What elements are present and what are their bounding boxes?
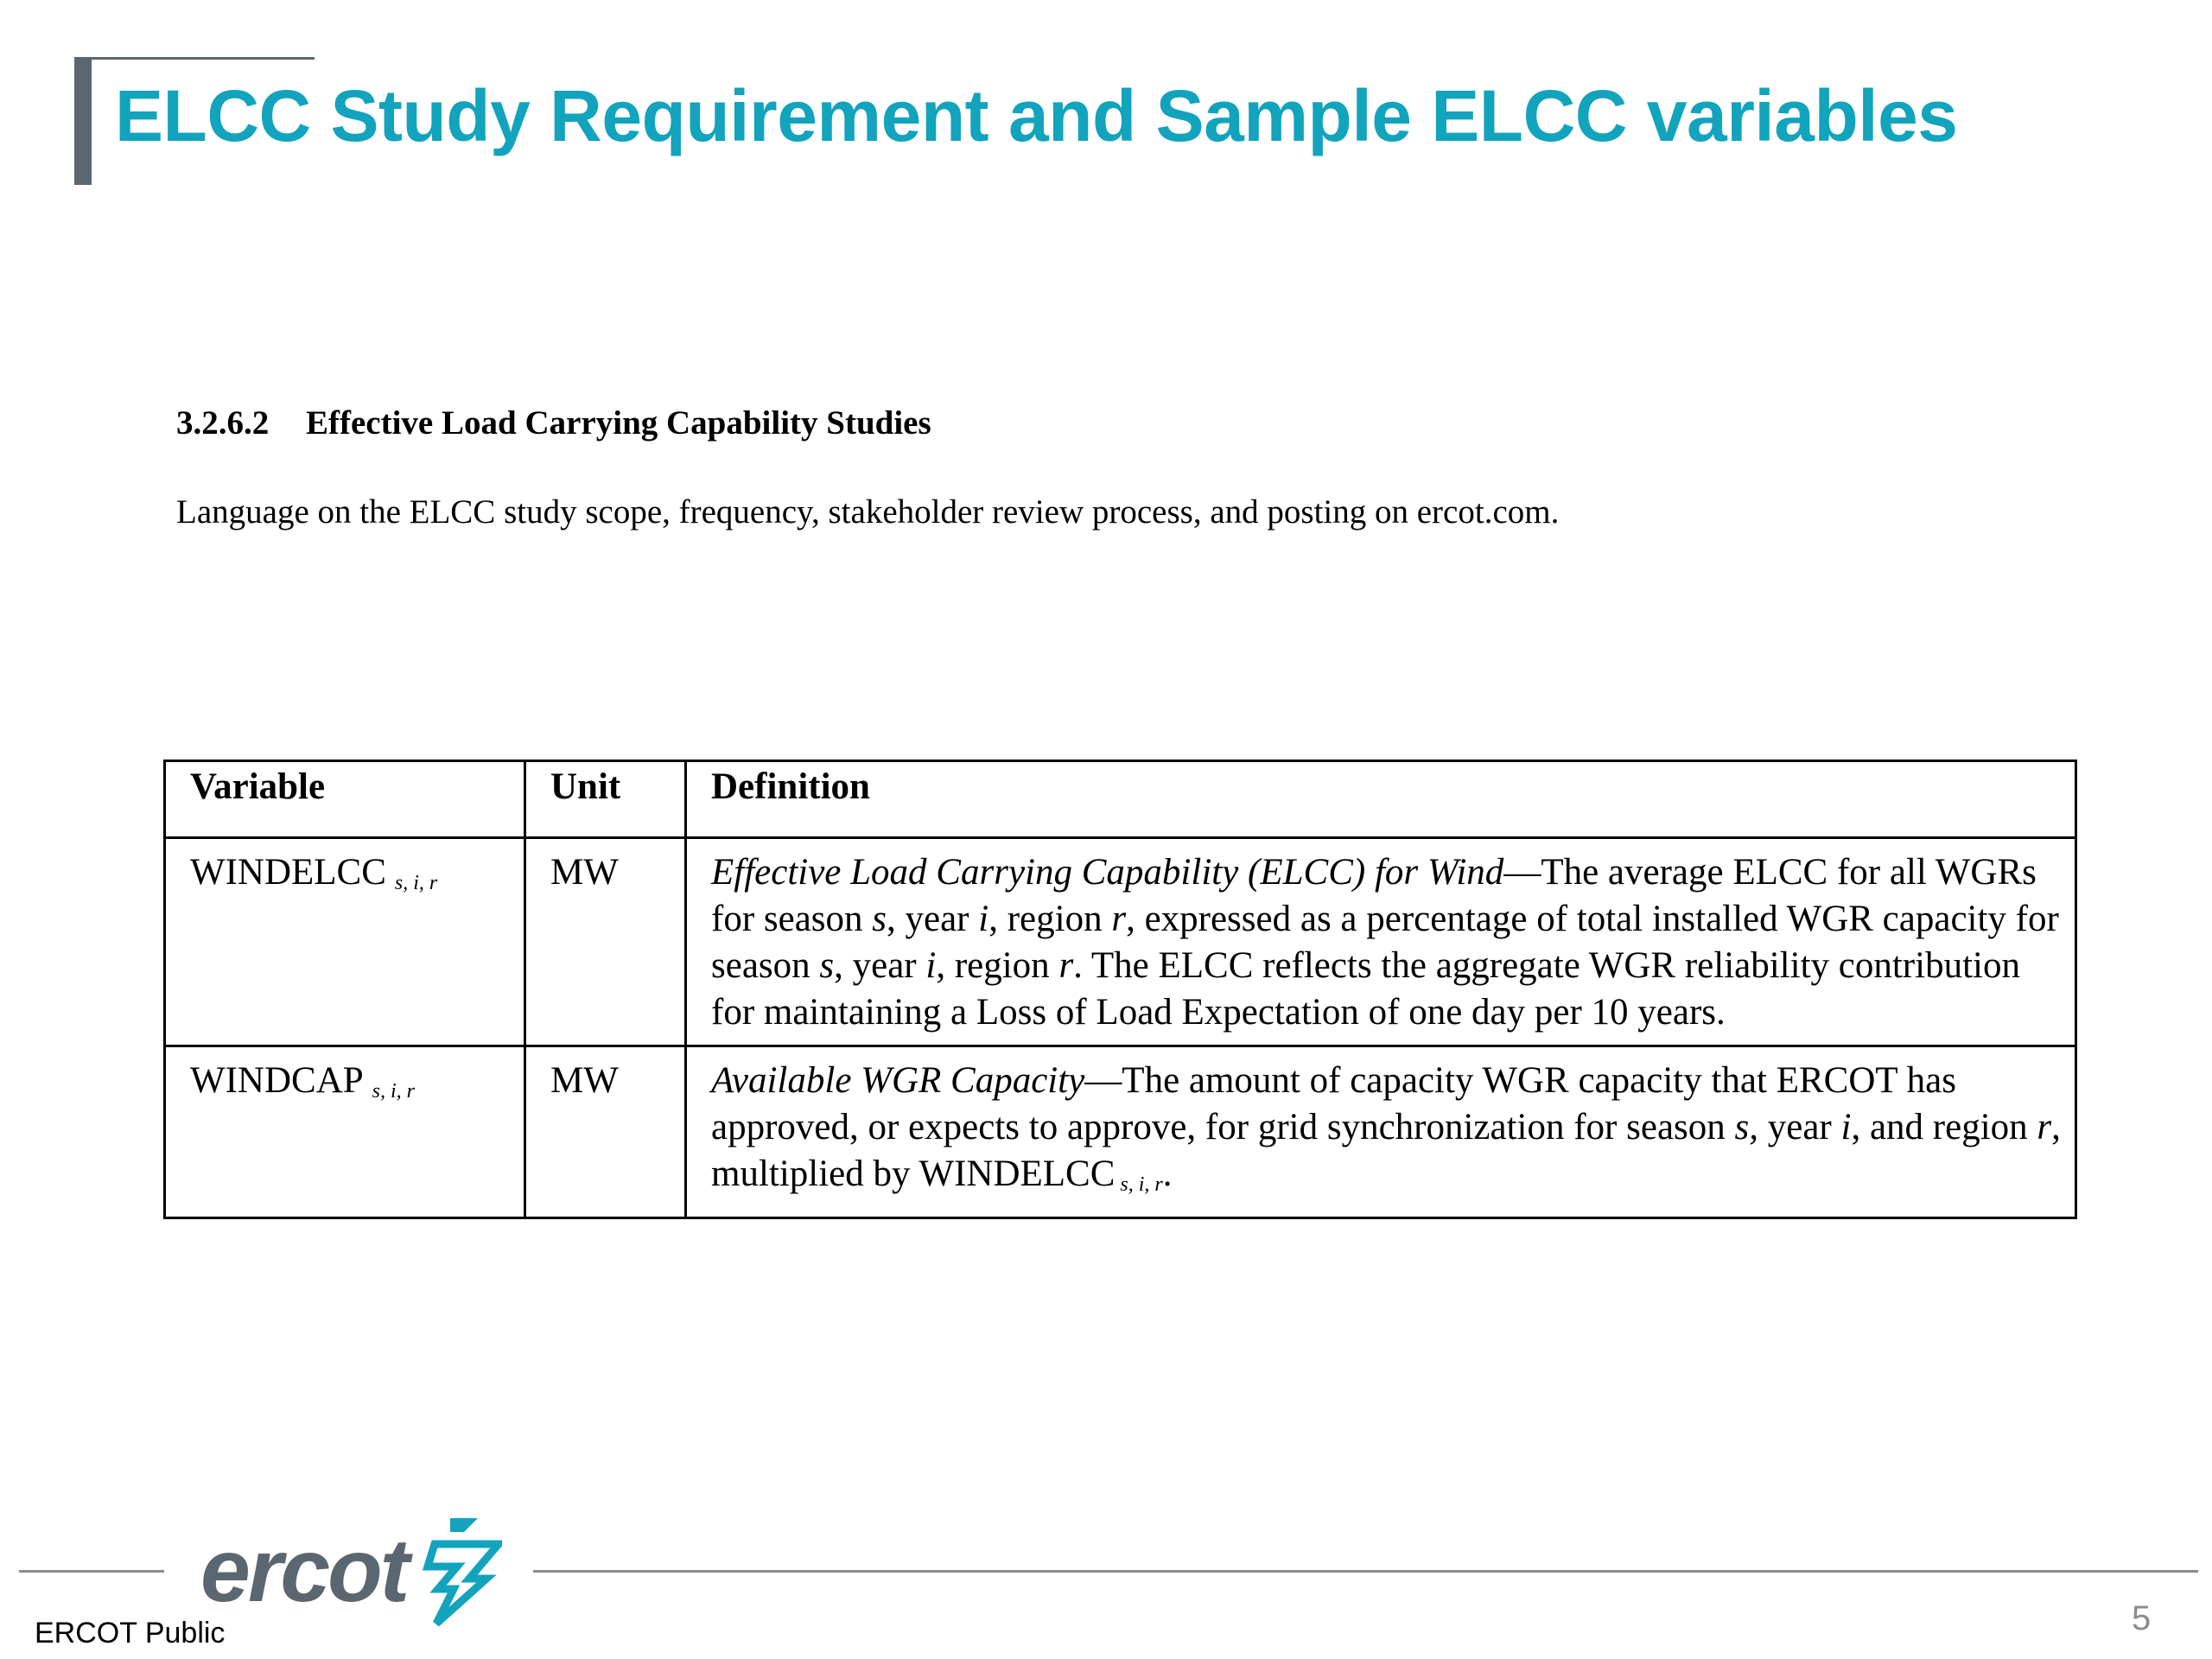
lightning-bolt-icon [416, 1515, 502, 1627]
unit-cell: MW [525, 1046, 686, 1218]
definition-var: r [1058, 945, 1074, 986]
page-number: 5 [2132, 1599, 2152, 1637]
header-variable: Variable [165, 761, 525, 838]
header-unit: Unit [525, 761, 686, 838]
definition-subscript: s, i, r [1120, 1173, 1163, 1196]
variable-subscript: s, i, r [394, 872, 438, 894]
definition-text: —The amount of capacity WGR capacity that ERCOT has approved, or expects to approve, for grid synchronization for season [711, 1060, 1956, 1147]
definition-text: , region [988, 899, 1112, 939]
variable-name: WINDELCC [190, 852, 386, 893]
variables-table [163, 760, 2077, 1219]
table-row [165, 838, 2076, 1046]
logo-wordmark: ercot [200, 1521, 408, 1621]
definition-text: year [1758, 1107, 1841, 1147]
ercot-logo [200, 1515, 502, 1627]
section-intro: Language on the ELCC study scope, frequency, stakeholder review process, and posting on ercot.com. [176, 493, 1560, 531]
section-title: Effective Load Carrying Capability Studies [306, 404, 931, 442]
table-row [165, 1046, 2076, 1218]
definition-term: Available WGR Capacity [711, 1060, 1085, 1101]
definition-text: . The ELCC reflects the aggregate WGR reliability contribution for maintaining a Loss of Load Expectation of one day per 10 years. [711, 945, 2020, 1033]
definition-cell [686, 838, 2076, 1046]
definition-text: , year [887, 899, 979, 939]
definition-cell [686, 1046, 2076, 1218]
variable-name: WINDCAP [190, 1060, 364, 1101]
slide-title: ELCC Study Requirement and Sample ELCC variables [115, 75, 1958, 156]
variable-cell [165, 1046, 525, 1218]
definition-var: s [819, 945, 835, 986]
definition-var: i [1840, 1107, 1852, 1147]
definition-var: s, [1734, 1107, 1758, 1147]
definition-text: —The average ELCC for all WGRs for season [711, 852, 2037, 939]
section-heading [176, 399, 931, 448]
title-accent-bar [74, 57, 92, 185]
footer-classification: ERCOT Public [35, 1617, 226, 1649]
unit-cell: MW [525, 838, 686, 1046]
definition-text: , region [936, 945, 1059, 986]
definition-var: r [2037, 1107, 2052, 1147]
definition-var: s [872, 899, 887, 939]
definition-text: , and region [1851, 1107, 2037, 1147]
definition-term: Effective Load Carrying Capability (ELCC) for Wind [711, 852, 1504, 893]
definition-var: i [978, 899, 989, 939]
table-header-row [165, 761, 2076, 838]
definition-var: r [1111, 899, 1127, 939]
definition-text: , expressed as a percentage of total installed WGR capacity for season [711, 899, 2059, 986]
definition-var: i [925, 945, 937, 986]
variable-subscript: s, i, r [372, 1080, 416, 1103]
header-definition: Definition [686, 761, 2076, 838]
definition-text: . [1162, 1154, 1173, 1194]
footer-divider-right [533, 1570, 2198, 1573]
section-number: 3.2.6.2 [176, 404, 270, 442]
title-accent-line [74, 57, 315, 60]
variable-cell [165, 838, 525, 1046]
footer-divider-left [19, 1570, 164, 1573]
definition-text: , multiplied by WINDELCC [711, 1107, 2061, 1194]
definition-text: , year [834, 945, 926, 986]
